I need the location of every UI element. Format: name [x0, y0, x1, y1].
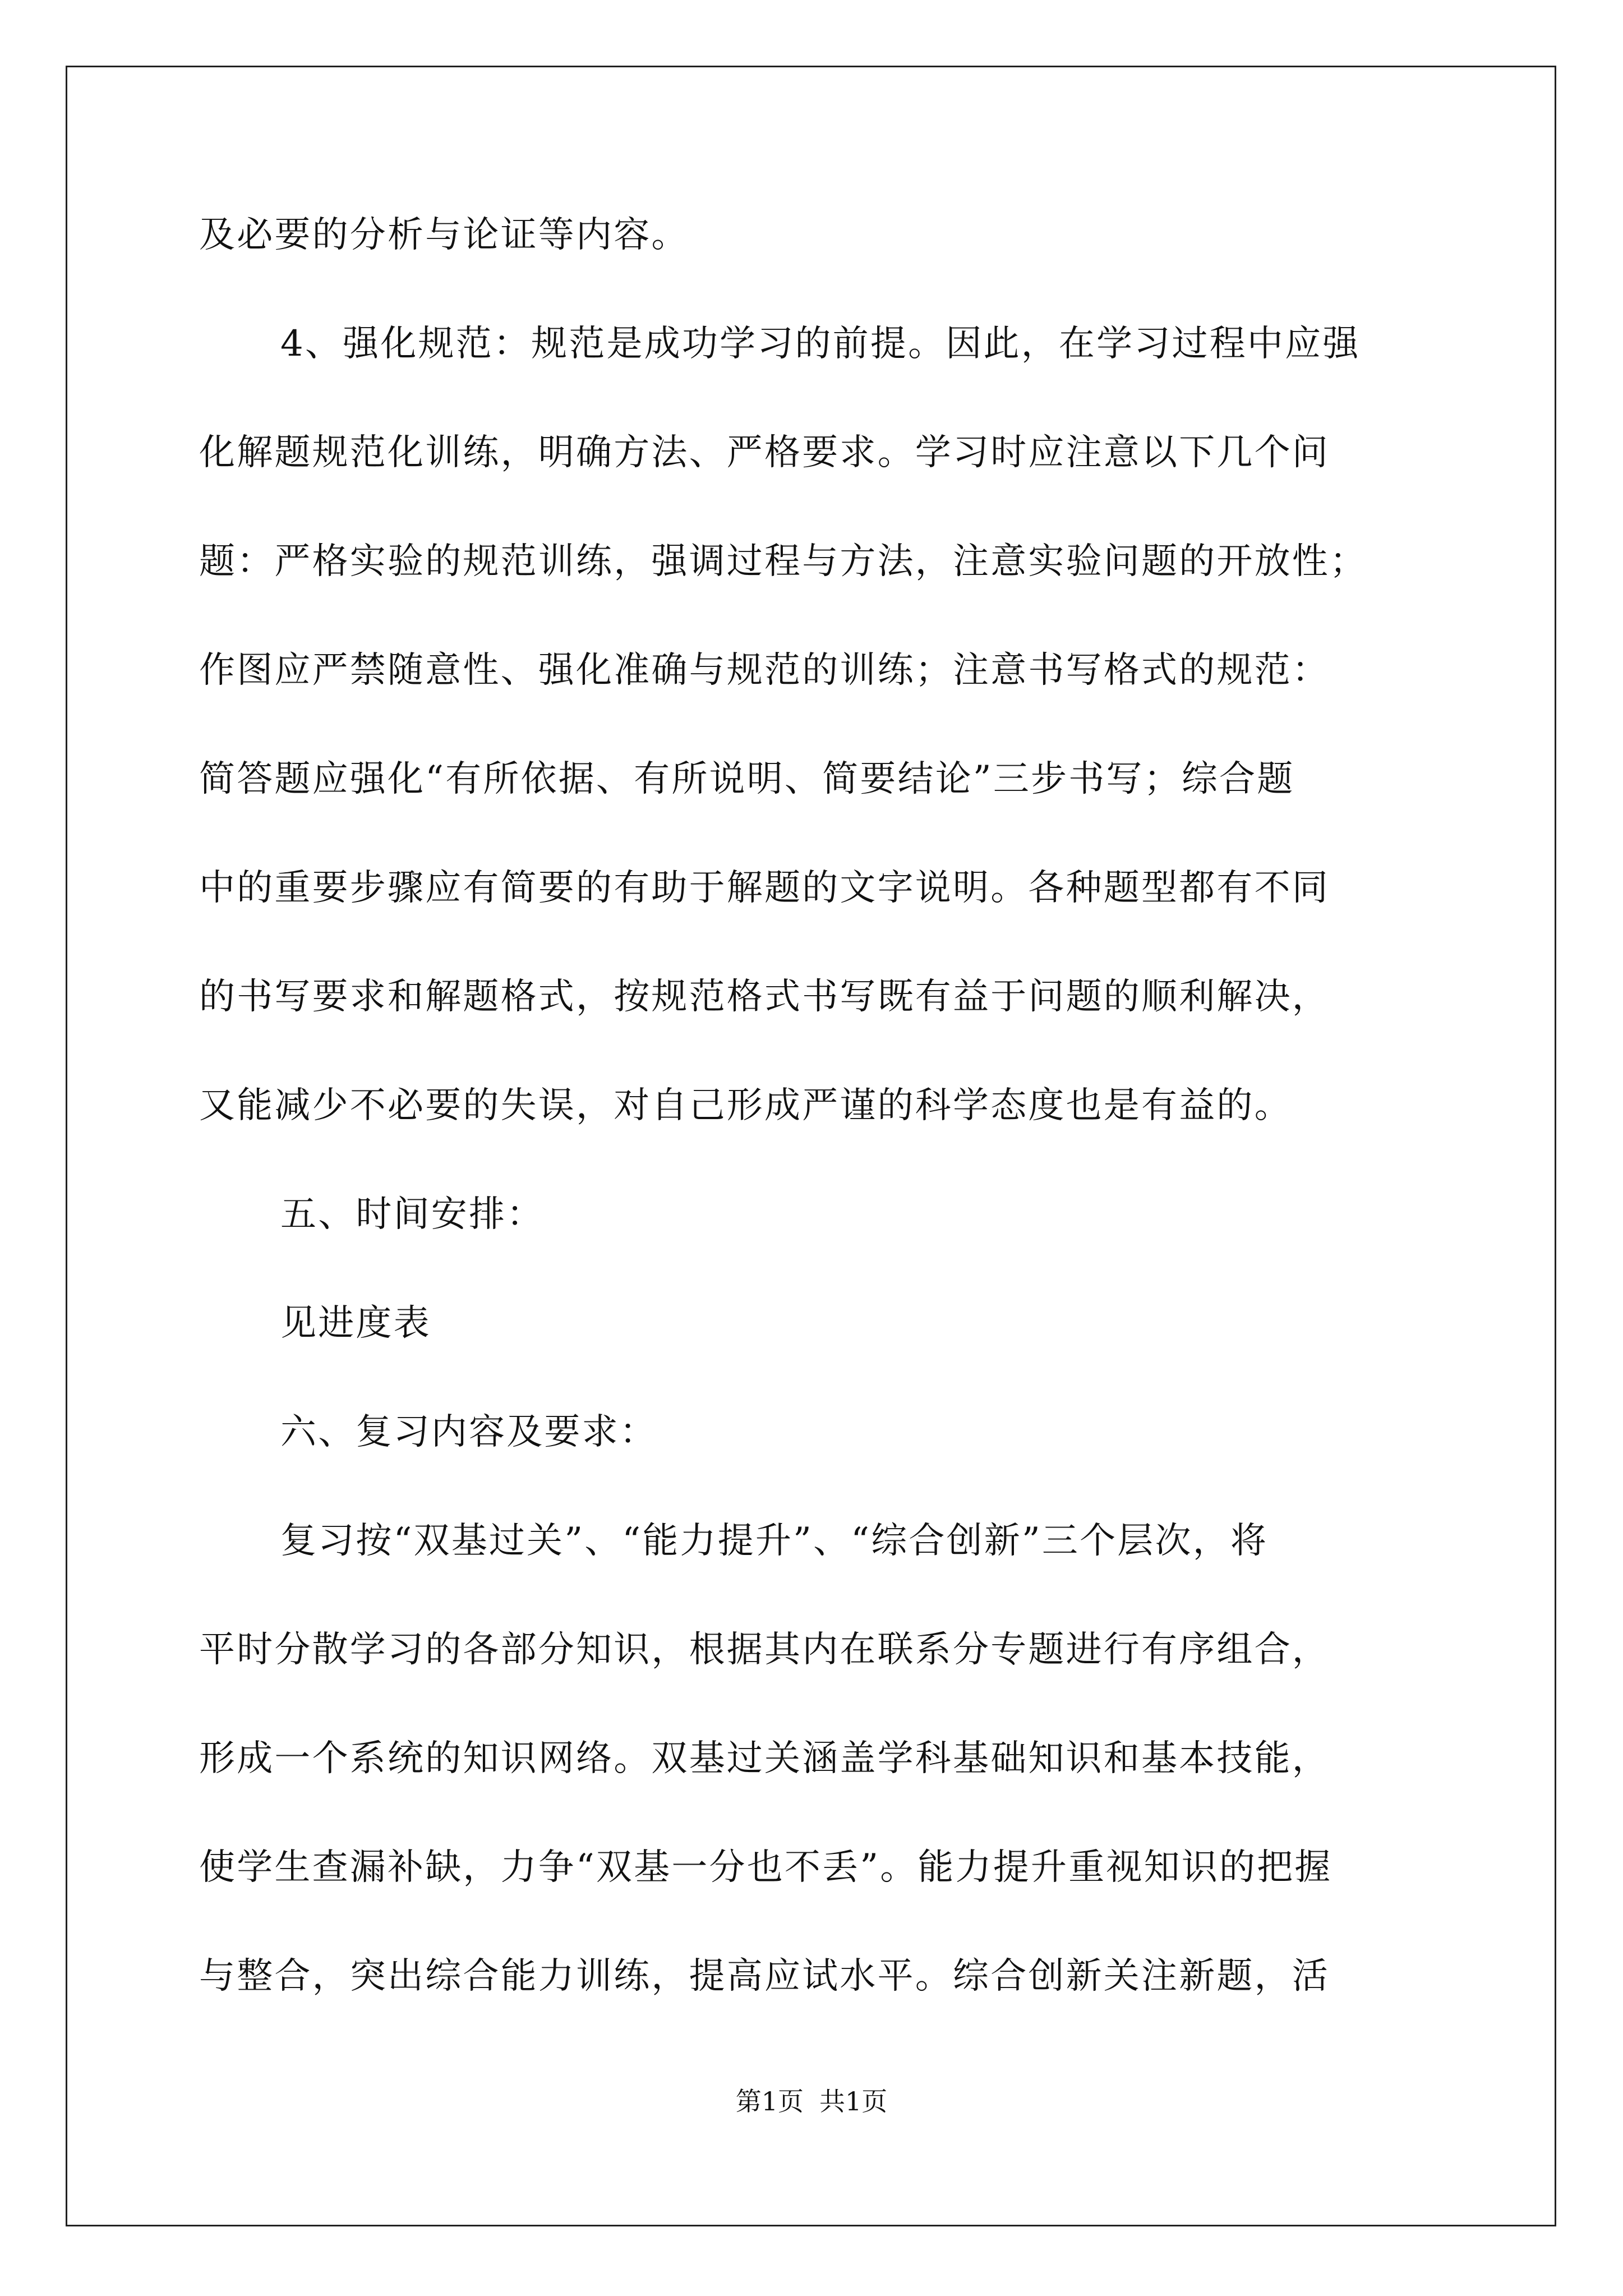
text-line-5: 作图应严禁随意性、强化准确与规范的训练；注意书写格式的规范：: [199, 650, 1330, 691]
text-line-schedule: 见进度表: [280, 1303, 431, 1344]
text-line-1: 及必要的分析与论证等内容。: [199, 214, 689, 256]
section-heading-6: 六、复习内容及要求：: [280, 1411, 657, 1453]
text-line-14: 平时分散学习的各部分知识，根据其内在联系分专题进行有序组合，: [199, 1629, 1330, 1671]
text-line-6: 简答题应强化“有所依据、有所说明、简要结论”三步书写；综合题: [199, 758, 1295, 800]
text-line-15: 形成一个系统的知识网络。双基过关涵盖学科基础知识和基本技能，: [199, 1738, 1330, 1779]
page-total: 共1页: [819, 2086, 888, 2116]
text-line-17: 与整合，突出综合能力训练，提高应试水平。综合创新关注新题，活: [199, 1955, 1330, 1997]
text-line-2: 4、强化规范：规范是成功学习的前提。因此，在学习过程中应强: [280, 323, 1361, 365]
page-number: 第1页: [735, 2086, 804, 2116]
text-line-4: 题：严格实验的规范训练，强调过程与方法，注意实验问题的开放性；: [199, 541, 1368, 582]
text-line-9: 又能减少不必要的失误，对自己形成严谨的科学态度也是有益的。: [199, 1085, 1292, 1126]
text-line-13: 复习按“双基过关”、“能力提升”、“综合创新”三个层次，将: [280, 1520, 1269, 1562]
text-line-7: 中的重要步骤应有简要的有助于解题的文字说明。各种题型都有不同: [199, 867, 1330, 909]
page-border: [66, 66, 1556, 2226]
page-footer: [0, 2085, 1623, 2118]
text-line-8: 的书写要求和解题格式，按规范格式书写既有益于问题的顺利解决，: [199, 976, 1330, 1018]
text-line-3: 化解题规范化训练，明确方法、严格要求。学习时应注意以下几个问: [199, 432, 1330, 473]
text-line-16: 使学生查漏补缺，力争“双基一分也不丢”。能力提升重视知识的把握: [199, 1847, 1332, 1888]
section-heading-5: 五、时间安排：: [280, 1194, 545, 1235]
